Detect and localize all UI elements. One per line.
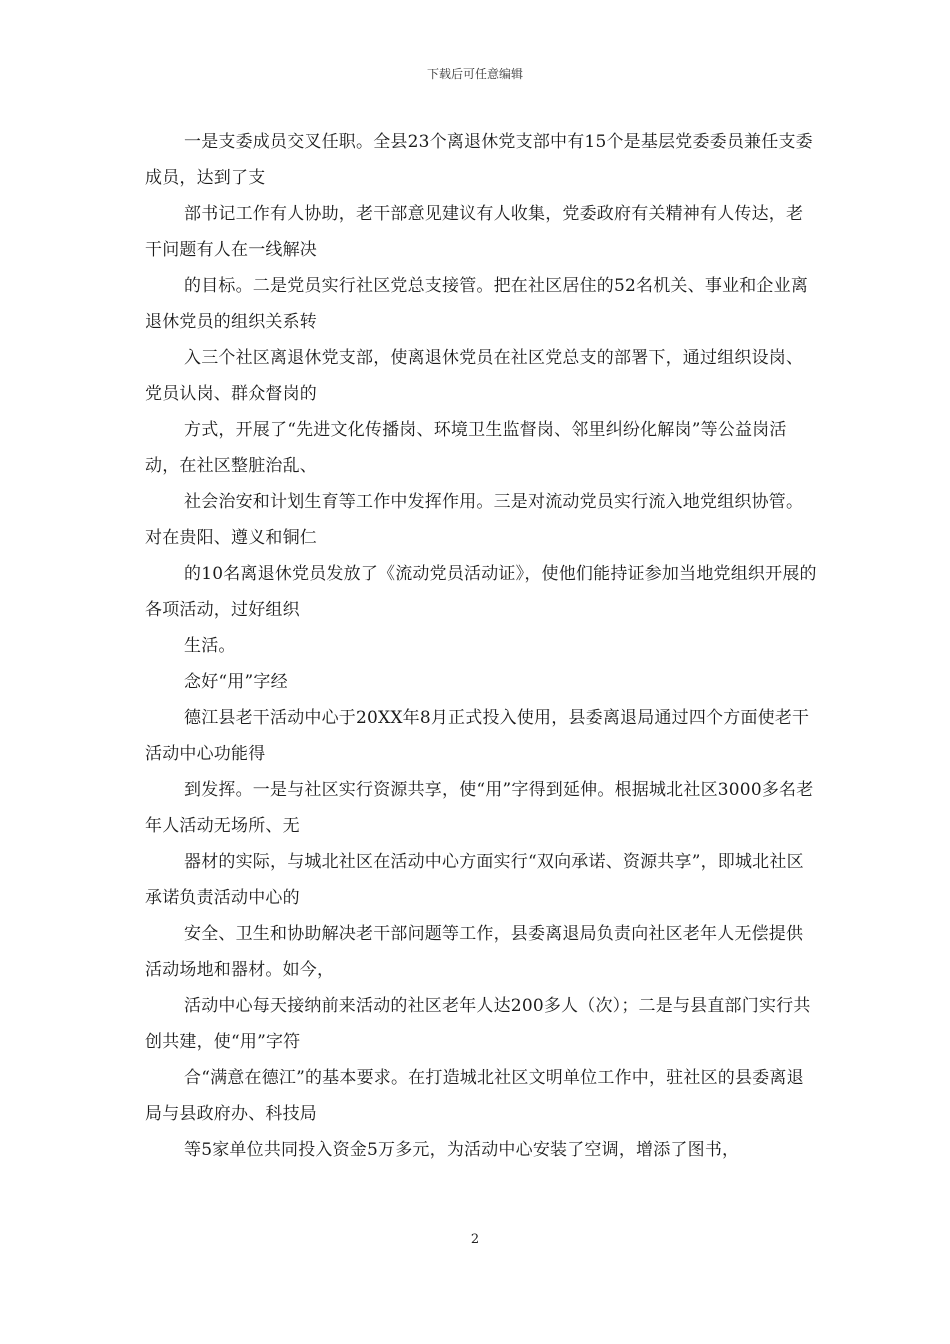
paragraph: 安全、卫生和协助解决老干部问题等工作，县委离退局负责向社区老年人无偿提供活动场地和器材。如今， bbox=[145, 924, 804, 980]
paragraph: 活动中心每天接纳前来活动的社区老年人达200多人（次）；二是与县直部门实行共创共建，使“用”字符 bbox=[145, 996, 811, 1052]
paragraph: 入三个社区离退休党支部，使离退休党员在社区党总支的部署下，通过组织设岗、党员认岗、群众督岗的 bbox=[145, 348, 804, 404]
paragraph: 器材的实际，与城北社区在活动中心方面实行“双向承诺、资源共享”，即城北社区承诺负责活动中心的 bbox=[145, 852, 804, 908]
page-header: 下载后可任意编辑 bbox=[426, 67, 523, 81]
paragraph: 等5家单位共同投入资金5万多元，为活动中心安装了空调，增添了图书， bbox=[184, 1140, 740, 1160]
paragraph: 的目标。二是党员实行社区党总支接管。把在社区居住的52名机关、事业和企业离退休党员的组织关系转 bbox=[145, 276, 809, 332]
paragraph: 部书记工作有人协助，老干部意见建议有人收集，党委政府有关精神有人传达，老干问题有人在一线解决 bbox=[145, 204, 804, 260]
paragraph: 德江县老干活动中心于20XX年8月正式投入使用，县委离退局通过四个方面使老干活动中心功能得 bbox=[145, 708, 810, 764]
page-number: 2 bbox=[470, 1232, 480, 1247]
document-body bbox=[145, 124, 817, 1168]
paragraph: 方式，开展了“先进文化传播岗、环境卫生监督岗、邻里纠纷化解岗”等公益岗活动，在社区整脏治乱、 bbox=[145, 420, 787, 476]
paragraph: 社会治安和计划生育等工作中发挥作用。三是对流动党员实行流入地党组织协管。对在贵阳、遵义和铜仁 bbox=[145, 492, 804, 548]
paragraph: 生活。 bbox=[184, 636, 236, 656]
paragraph: 的10名离退休党员发放了《流动党员活动证》，使他们能持证参加当地党组织开展的各项活动，过好组织 bbox=[145, 564, 817, 620]
paragraph: 合“满意在德江”的基本要求。在打造城北社区文明单位工作中，驻社区的县委离退局与县政府办、科技局 bbox=[145, 1068, 804, 1124]
section-heading: 念好“用”字经 bbox=[184, 672, 288, 692]
paragraph: 到发挥。一是与社区实行资源共享，使“用”字得到延伸。根据城北社区3000多名老年人活动无场所、无 bbox=[145, 780, 814, 836]
paragraph: 一是支委成员交叉任职。全县23个离退休党支部中有15个是基层党委委员兼任支委成员，达到了支 bbox=[145, 132, 813, 188]
